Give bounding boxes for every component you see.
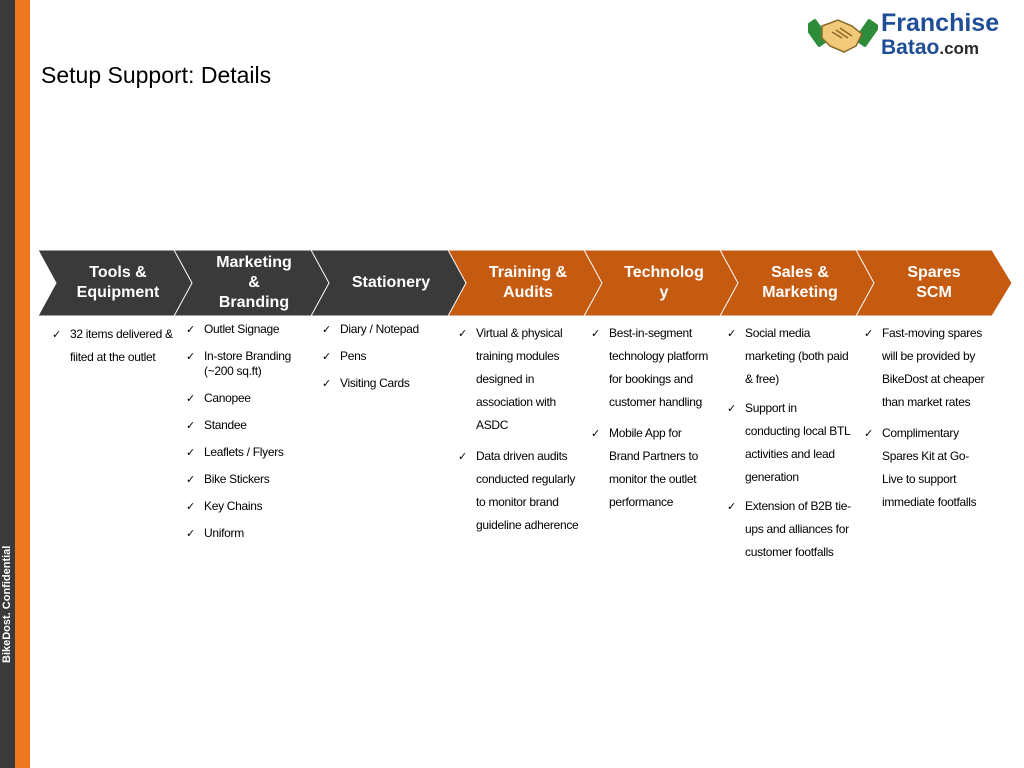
chevron-tools-label: Tools & Equipment [76,264,160,301]
list-item: ✓ Outlet Signage [186,322,308,337]
list-item: ✓ Bike Stickers [186,472,308,487]
logo-text-batao: Batao.com [881,36,980,59]
tools-details [52,323,174,369]
list-item: ✓ Leaflets / Flyers [186,445,308,460]
list-item: ✓ Extension of B2B tie-ups and alliances for customer footfalls [727,495,851,564]
list-item: ✓ Key Chains [186,499,308,514]
list-item: ✓ Complimentary Spares Kit at Go-Live to support immediate footfalls [864,422,988,514]
list-item: ✓ Support in conducting local BTL activities and lead generation [727,397,851,489]
list-item: ✓ Virtual & physical training modules designed in association with ASDC [458,322,582,437]
logo-text-franchise: Franchise [881,9,1000,37]
list-item: ✓ Uniform [186,526,308,541]
list-item: ✓ Fast-moving spares will be provided by BikeDost at cheaper than market rates [864,322,988,414]
list-item: ✓ Pens [322,349,444,364]
list-item: ✓ Diary / Notepad [322,322,444,337]
chevron-marketing-label: Marketing & Branding [216,254,292,311]
technology-details [591,322,715,514]
side-bar-accent [15,0,30,768]
training-details [458,322,582,537]
list-item: ✓ Visiting Cards [322,376,444,391]
franchise-batao-logo [808,8,1008,58]
chevron-technology-label: Technolog y [624,264,704,301]
process-chevrons [38,250,1014,316]
slide-title: Setup Support: Details [41,62,272,88]
chevron-stationery-label: Stationery [351,274,431,291]
list-item: ✓ 32 items delivered & fiited at the outlet [52,323,174,369]
sales-details [727,322,851,564]
chevron-sales-label: Sales & Marketing [762,264,838,301]
chevron-training-label: Training & Audits [488,264,568,301]
list-item: ✓ Social media marketing (both paid & free) [727,322,851,391]
list-item: ✓ Best-in-segment technology platform for bookings and customer handling [591,322,715,414]
list-item: ✓ Canopee [186,391,308,406]
list-item: ✓ Data driven audits conducted regularly to monitor brand guideline adherence [458,445,582,537]
confidential-label: BikeDost. Confidential [1,545,13,663]
handshake-icon [808,8,878,58]
chevron-spares-label: Spares SCM [907,264,961,301]
marketing-details [186,322,308,553]
list-item: ✓ In-store Branding (~200 sq.ft) [186,349,308,379]
stationery-details [322,322,444,403]
list-item: ✓ Standee [186,418,308,433]
spares-details [864,322,988,514]
list-item: ✓ Mobile App for Brand Partners to monitor the outlet performance [591,422,715,514]
